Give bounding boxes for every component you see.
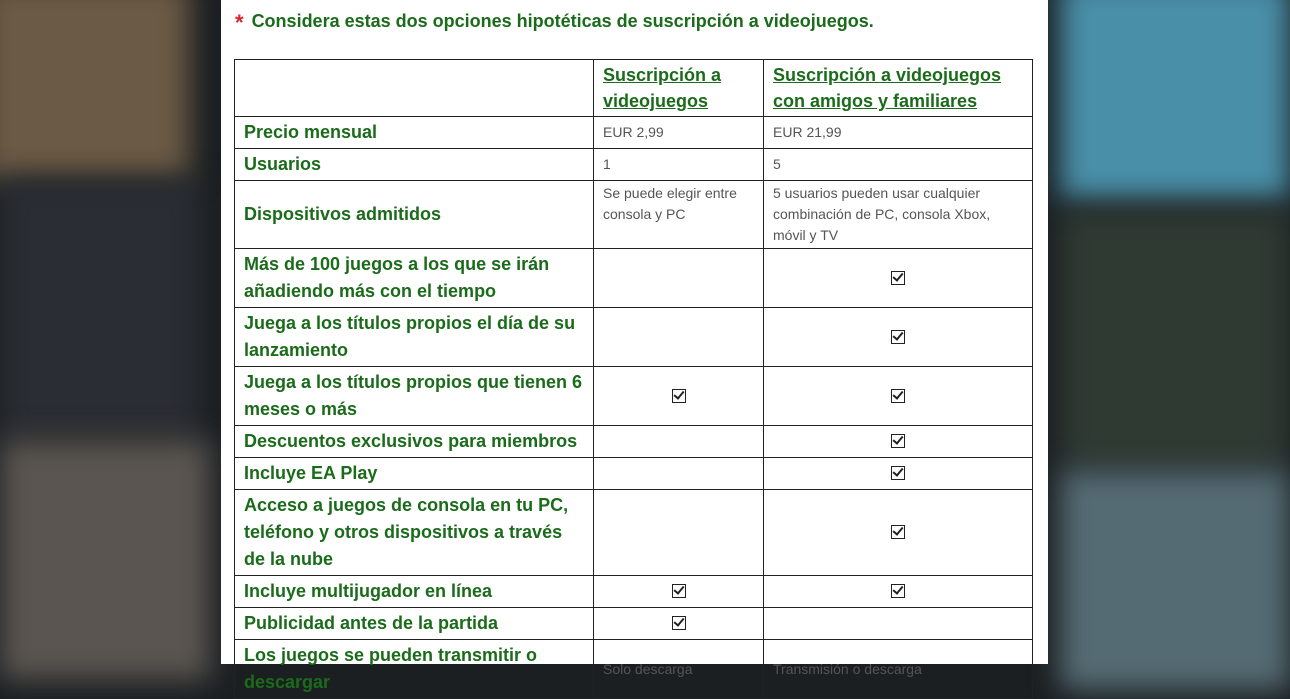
check-cell-basic <box>594 308 764 367</box>
table-row <box>235 490 1033 576</box>
feature-label: Juega a los títulos propios que tienen 6 meses o más <box>235 367 594 426</box>
value-basic: Solo descarga <box>594 640 764 699</box>
column-header-basic: Suscripción a videojuegos <box>594 60 764 117</box>
checked-box-icon <box>672 616 686 630</box>
table-row <box>235 149 1033 181</box>
checked-box-icon <box>891 525 905 539</box>
value-family: EUR 21,99 <box>764 117 1033 149</box>
question-text: Considera estas dos opciones hipotéticas de suscripción a videojuegos. <box>251 10 874 31</box>
feature-label: Acceso a juegos de consola en tu PC, teléfono y otros dispositivos a través de la nube <box>235 490 594 576</box>
table-row <box>235 367 1033 426</box>
table-row <box>235 640 1033 699</box>
feature-label: Dispositivos admitidos <box>235 181 594 249</box>
check-cell-family <box>764 576 1033 608</box>
check-cell-family <box>764 249 1033 308</box>
check-cell-basic <box>594 608 764 640</box>
table-row <box>235 308 1033 367</box>
checked-box-icon <box>891 466 905 480</box>
check-cell-family <box>764 458 1033 490</box>
empty-header-cell <box>235 60 594 117</box>
question-heading <box>235 8 874 34</box>
feature-label: Precio mensual <box>235 117 594 149</box>
checked-box-icon <box>672 584 686 598</box>
feature-label: Descuentos exclusivos para miembros <box>235 426 594 458</box>
table-row <box>235 608 1033 640</box>
check-cell-family <box>764 490 1033 576</box>
value-basic: EUR 2,99 <box>594 117 764 149</box>
feature-label: Incluye multijugador en línea <box>235 576 594 608</box>
table-row <box>235 249 1033 308</box>
value-family: 5 usuarios pueden usar cualquier combinación de PC, consola Xbox, móvil y TV <box>764 181 1033 249</box>
column-header-family: Suscripción a videojuegos con amigos y familiares <box>764 60 1033 117</box>
checked-box-icon <box>891 271 905 285</box>
checked-box-icon <box>672 389 686 403</box>
feature-label: Más de 100 juegos a los que se irán añadiendo más con el tiempo <box>235 249 594 308</box>
table-row <box>235 576 1033 608</box>
check-cell-basic <box>594 367 764 426</box>
comparison-table <box>234 59 1033 699</box>
checked-box-icon <box>891 434 905 448</box>
table-row <box>235 426 1033 458</box>
survey-panel <box>221 0 1048 692</box>
value-family: Transmisión o descarga <box>764 640 1033 699</box>
check-cell-family <box>764 308 1033 367</box>
check-cell-basic <box>594 576 764 608</box>
required-marker-icon: * <box>235 10 244 35</box>
check-cell-family <box>764 608 1033 640</box>
feature-label: Publicidad antes de la partida <box>235 608 594 640</box>
value-family: 5 <box>764 149 1033 181</box>
feature-label: Incluye EA Play <box>235 458 594 490</box>
value-basic: Se puede elegir entre consola y PC <box>594 181 764 249</box>
table-row <box>235 181 1033 249</box>
feature-label: Juega a los títulos propios el día de su lanzamiento <box>235 308 594 367</box>
checked-box-icon <box>891 330 905 344</box>
check-cell-family <box>764 367 1033 426</box>
table-row <box>235 117 1033 149</box>
feature-label: Usuarios <box>235 149 594 181</box>
check-cell-basic <box>594 426 764 458</box>
check-cell-basic <box>594 249 764 308</box>
check-cell-family <box>764 426 1033 458</box>
checked-box-icon <box>891 389 905 403</box>
table-row <box>235 458 1033 490</box>
value-basic: 1 <box>594 149 764 181</box>
table-header-row <box>235 60 1033 117</box>
checked-box-icon <box>891 584 905 598</box>
feature-label: Los juegos se pueden transmitir o descargar <box>235 640 594 699</box>
check-cell-basic <box>594 490 764 576</box>
check-cell-basic <box>594 458 764 490</box>
